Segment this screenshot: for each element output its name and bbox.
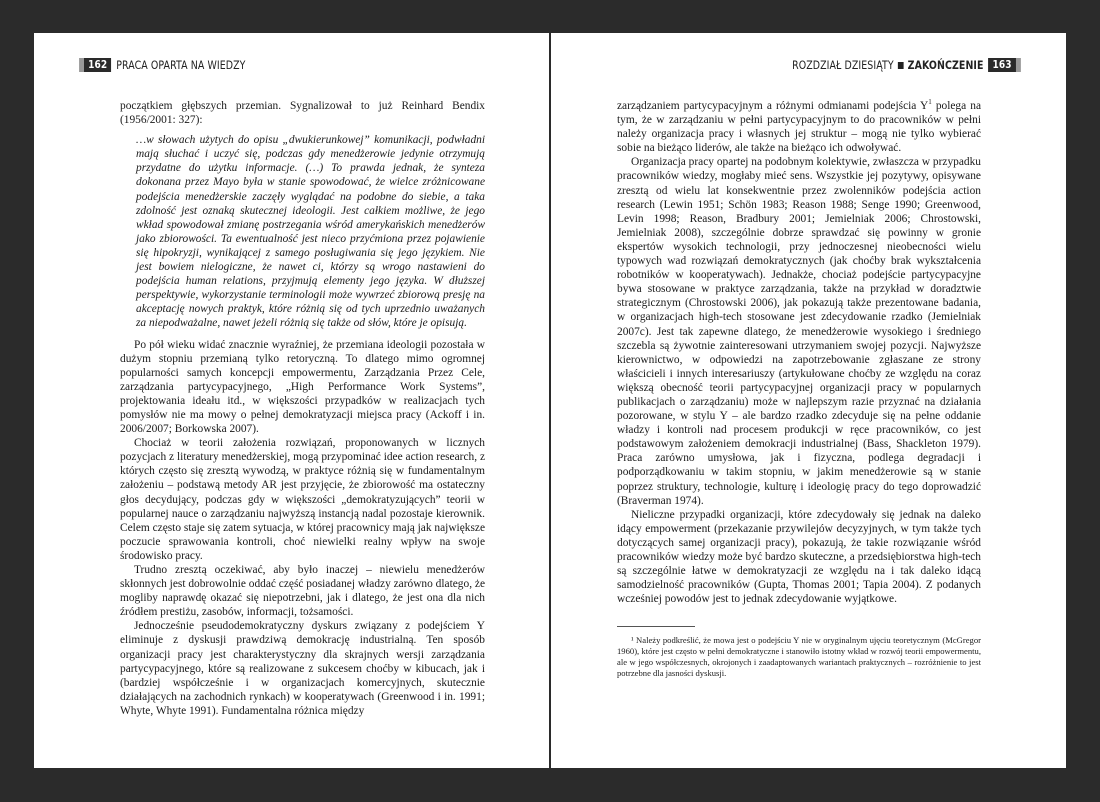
running-header-title-left: PRACA OPARTA NA WIEDZY bbox=[116, 58, 246, 72]
paragraph: Trudno zresztą oczekiwać, aby było inaczej – niewielu menedżerów skłonnych jest dobrowolnie oddać część posiadanej władzy zarówno dlatego, że mogliby naprawdę okazać się niepotrzebni, jak i dlatego, że jest ona dla nich źródłem prestiżu, zasobów, informacji, tożsamości. bbox=[120, 564, 486, 619]
left-page-body bbox=[120, 99, 485, 718]
opening-text-start: zarządzaniem partycypacyjnym a różnymi odmianami podejścia Y bbox=[617, 100, 929, 112]
right-page bbox=[551, 33, 1066, 768]
page-number-left: 162 bbox=[84, 58, 111, 72]
chapter-label: ROZDZIAŁ DZIESIĄTY bbox=[792, 58, 894, 72]
page-number-right: 163 bbox=[989, 58, 1016, 72]
paragraph: Chociaż w teorii założenia rozwiązań, proponowanych w licznych pozycjach z literatury menedżerskiej, mogą przypominać idee action research, z których często się zresztą wywodzą, w praktyce różnią się w fundamentalnym założeniu – podstawą metody AR jest przyjęcie, że zbiorowość ma ostateczny głos decydujący, podczas gdy w większości „demokratyzujących” teorii w popularnej nauce o zarządzaniu najwyższą instancją nadal pozostaje kierownik. Celem często staje się zatem sytuacja, w której pracownicy mają jak największe poczucie sprawowania kontroli, choć niewielki realny wpływ na swoje środowisko pracy. bbox=[120, 437, 485, 562]
right-page-body bbox=[617, 99, 981, 679]
chapter-title: ZAKOŃCZENIE bbox=[907, 58, 984, 72]
left-page bbox=[34, 33, 549, 768]
opening-paragraph bbox=[617, 99, 981, 155]
opening-text-end: polega na tym, że w zarządzaniu w pełni partycypacyjnym to do pracowników w pełni należy organizacja pracy i własnych jej struktur – mogą nie tylko wybierać sobie na bieżąco liderów, ale także na bieżąco ich odwoływać. bbox=[617, 100, 982, 155]
paragraph: Po pół wieku widać znacznie wyraźniej, że przemiana ideologii pozostała w dużym stopniu przemianą tylko retoryczną. To dlatego mimo ogromnej popularności samych koncepcji empowermentu, Zarządzania Przez Cele, zarządzania partycypacyjnego, „High Performance Work Systems”, projektowania ideału itd., w większości przypadków w realizacjach tych pomysłów nie ma mowy o pełnej demokratyzacji miejsca pracy (Ackoff i in. 2006/2007; Borkowska 2007). bbox=[120, 338, 485, 436]
footnote: ¹ Należy podkreślić, że mowa jest o podejściu Y nie w oryginalnym ujęciu teoretycznym (McGregor 1960), które jest często w pełni demokratyczne i stanowiło istotny wkład w rozwój teorii empowermentu, ale w jego współczesnych, okrojonych i zaadaptowanych wariantach praktycznych – rozróżnienie to jest potrzebne dla jasności dyskusji. bbox=[617, 635, 981, 679]
running-header-left bbox=[84, 57, 246, 73]
paragraph: Jednocześnie pseudodemokratyczny dyskurs związany z podejściem Y eliminuje z dyskusji prawdziwą demokrację industrialną. Ten sposób organizacji pracy jest charakterystyczny dla skrajnych wersji zarządzania partycypacyjnego, które są realizowane z sukcesem choćby w kibucach, jak i (bardziej współcześnie i w organizacjach komercyjnych, skutecznie działających na zachodnich rynkach) w kooperatywach (Greenwood i in. 1991; Whyte, Whyte 1991). Fundamentalna różnica między bbox=[120, 620, 485, 717]
running-header-right bbox=[792, 57, 1016, 73]
opening-line: początkiem głębszych przemian. Sygnalizował to już Reinhard Bendix (1956/2001: 327): bbox=[120, 100, 485, 127]
square-bullet-icon bbox=[898, 62, 904, 69]
footnote-divider bbox=[617, 626, 695, 627]
footnote-marker: 1 bbox=[928, 98, 932, 107]
paragraph: Nieliczne przypadki organizacji, które zdecydowały się jednak na daleko idący empowerment (przekazanie przywilejów decyzyjnych, w tym także tych dotyczących samej organizacji pracy), pokazują, że takie rozwiązanie wśród pracowników wiedzy może być bardzo skuteczne, a przedsiębiorstwa high-tech są szczególnie łatwe w demokratyzacji ze względu na i tak daleko idącą samodzielność pracowników (Gupta, Thomas 2001; Tapia 2004). Z podanych wcześniej powodów jest to jednak zdecydowanie wyjątkowe. bbox=[617, 508, 981, 606]
paragraph: Organizacja pracy opartej na podobnym kolektywie, zwłaszcza w przypadku pracowników wiedzy, mogłaby mieć sens. Wszystkie jej pozytywy, opisywane zresztą od wielu lat konsekwentnie przez zwolenników podejścia action research (Lewin 1951; Schön 1983; Reason 1988; Senge 1990; Greenwood, Levin 1998; Reason, Bradbury 2001; Jemielniak 2006; Chrostowski, Jemielniak 2008), szczególnie dobrze sprawdzać się powinny w gronie ekspertów wysokich technologii, przy jednoczesnej nieobecności wielu typowych wad rozwiązań demokratycznych (jak choćby brak wykształcenia robotników w kooperatywach). Jednakże, chociaż podejście partycypacyjne bywa stosowane w praktyce zarządzania, także na przykład w doradztwie strategicznym (Chrostowski 2006), jak pokazują także prezentowane badania, w organizacjach high-tech stosowane jest zdecydowanie rzadko (Jemielniak 2007c). Jest tak zapewne dlatego, że menedżerowie wysokiego i średniego szczebla są żywotnie zainteresowani utrzymaniem swojej pozycji. Najwyższe kierownictwo, w odpowiedzi na zapotrzebowanie zgłaszane ze strony właścicieli i innych interesariuszy (artykułowane choćby ze względu na coraz większą obecność teorii partycypacyjnej organizacji pracy w popularnych publikacjach o zarządzaniu) może w najlepszym razie przyznać na działania pozorowane, w stylu Y – ale bardzo rzadko zdecyduje się na pełne oddanie władzy i kontroli nad procesem produkcji w ręce pracowników, co jest podstawowym założeniem demokracji industrialnej (Bass, Shackleton 1979). Praca zarówno umysłowa, jak i fizyczna, podlega degradacji i podporządkowaniu w takim stopniu, w jakim menedżerowie są w stanie poprzez struktury, technologie, kulturę i ideologię pracy do tego doprowadzić (Braverman 1974). bbox=[617, 156, 981, 507]
block-quote: …w słowach użytych do opisu „dwukierunkowej” komunikacji, podwładni mają słuchać i uczyć się, podczas gdy menedżerowie jedynie otrzymują przydatne do użytku informacje. (…) To prawda jednak, że synteza dokonana przez Mayo była w stanie spowodować, że wielce zróżnicowane podejścia menedżerskie zaczęły wyglądać na podobne do siebie, a taka zdolność jest oznaką skutecznej ideologii. Jest całkiem możliwe, że jego wkład spowodował zmianę postrzegania wśród amerykańskich menedżerów jako zbiorowości. Ta ewentualność jest nieco przyćmiona przez pojawienie się hipokryzji, wynikającej z samego posługiwania się jego językiem. Nie jest bowiem nielogiczne, że nawet ci, którzy są wrogo nastawieni do podejścia human relations, przyjmują elementy jego języka. W dłuższej perspektywie, wykorzystanie terminologii może wywrzeć zbiorową presję na akceptację nowych praktyk, które różnią się od tych uprzednio uważanych za niepodważalne, nawet jeżeli różnią się także od słów, które je opisują. bbox=[136, 134, 485, 330]
